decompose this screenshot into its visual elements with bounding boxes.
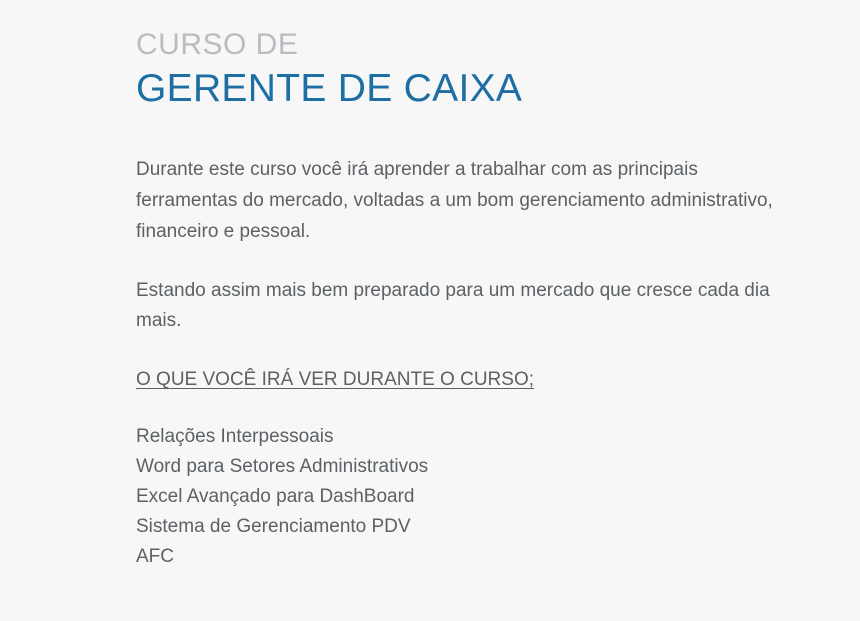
slide-content	[136, 28, 796, 572]
intro-paragraph-1: Durante este curso você irá aprender a trabalhar com as principais ferramentas do mercado, voltadas a um bom gerenciamento administrativo, financeiro e pessoal.	[136, 159, 773, 242]
course-contents-heading: O QUE VOCÊ IRÁ VER DURANTE O CURSO;	[136, 369, 534, 391]
list-item: Sistema de Gerenciamento PDV	[136, 515, 411, 537]
intro-paragraph-2: Estando assim mais bem preparado para um mercado que cresce cada dia mais.	[136, 279, 770, 332]
list-item: Word para Setores Administrativos	[136, 455, 429, 477]
page-title: GERENTE DE CAIXA	[136, 66, 523, 110]
course-topics-list	[136, 422, 796, 572]
section-heading-wrap	[136, 365, 796, 422]
list-item: AFC	[136, 546, 174, 567]
list-item: Excel Avançado para DashBoard	[136, 485, 415, 507]
list-item: Relações Interpessoais	[136, 425, 334, 447]
slide-eyebrow: CURSO DE	[136, 28, 299, 61]
